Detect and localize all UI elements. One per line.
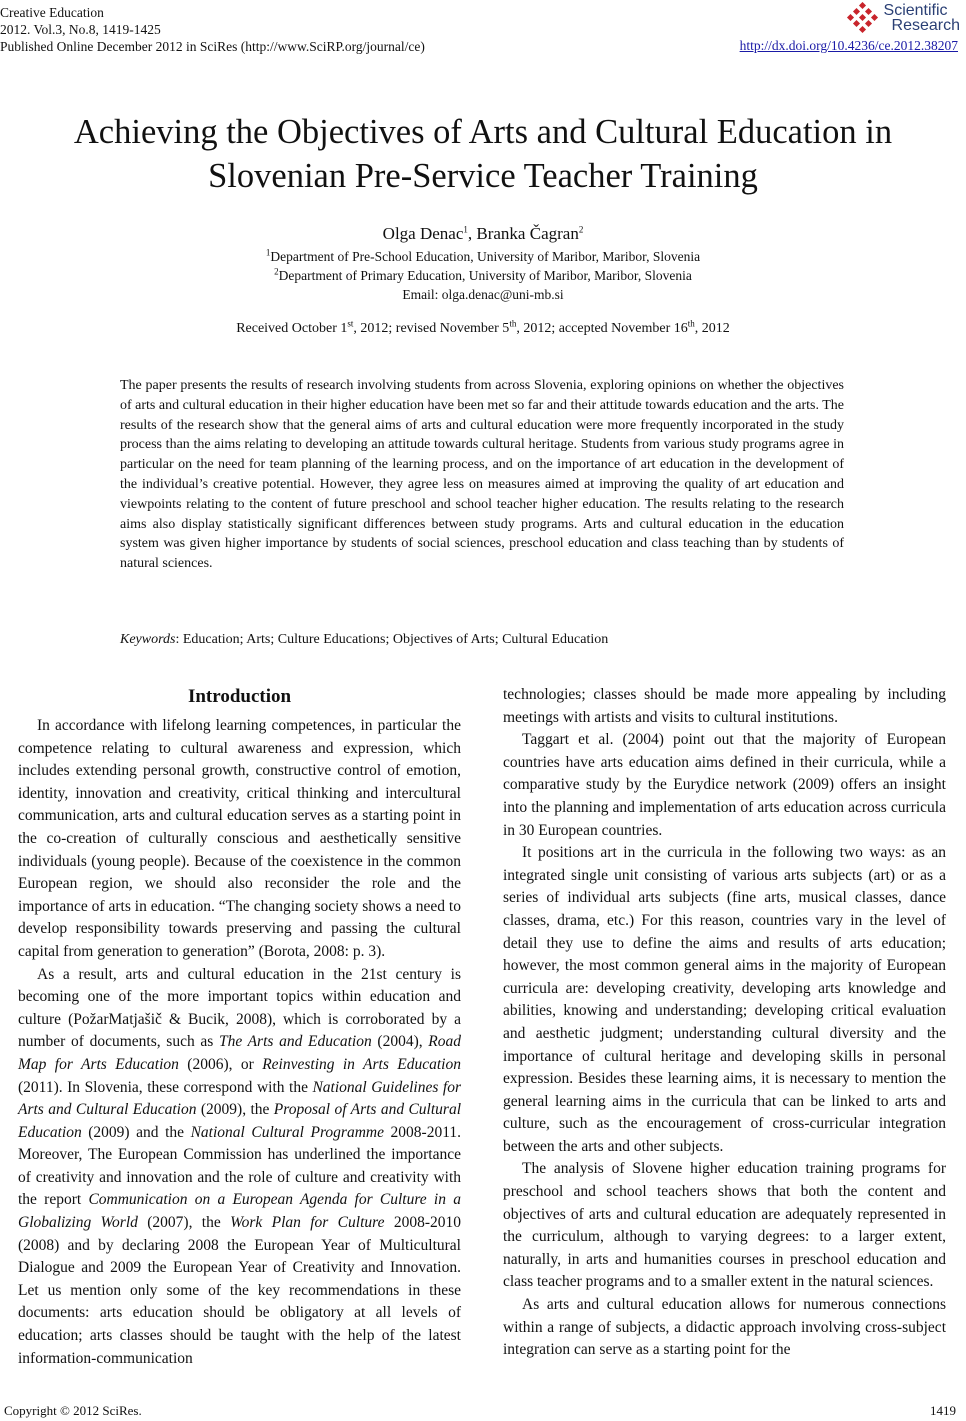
paragraph: As a result, arts and cultural education in the 21st century is becoming one of the more important topics within education and culture (PožarMatjašič & Bucik, 2008), which is corroborated by a number of documents, such as The Arts and Education (2004), Road Map for Arts Education (2006), or Reinvesting in Arts Education (2011). In Slovenia, these correspond with the National Guidelines for Arts and Cultural Education (2009), the Proposal of Arts and Cultural Education (2009) and the National Cultural Programme 2008-2011. Moreover, The European Commission has underlined the importance of creativity and innovation and the role of culture and creativity with the report Communication on a European Agenda for Culture in a Globalizing World (2007), the Work Plan for Culture 2008-2010 (2008) and by declaring 2008 the European Year of Multicultural Dialogue and 2009 the European Year of Creativity and Innovation. Let us mention only some of the key recommendations in these documents: arts education should be obligatory at all levels of education; arts classes should be taught with the help of the latest information-communication: [18, 965, 462, 1367]
paragraph: technologies; classes should be made more appealing by including meetings with artists and visits to cultural institutions.: [503, 686, 946, 726]
journal-name: Creative Education: [0, 5, 104, 20]
keywords: [120, 632, 608, 648]
journal-volume: 2012. Vol.3, No.8, 1419-1425: [0, 22, 161, 37]
affiliation-1: $^1$Department of Pre-School Education, University of Maribor, Maribor, Slovenia: [265, 247, 701, 264]
paper-title: Achieving the Objectives of Arts and Cultural Education in Slovenian Pre-Service Teacher Training: [73, 113, 893, 195]
received-dates: Received October 1st, 2012; revised November 5th, 2012; accepted November 16th, 2012: [236, 318, 730, 336]
scientific-research-logo: [844, 0, 960, 36]
authors: Olga Denac$^1$, Branka Čagran$^2$: [382, 224, 584, 243]
affiliation-2: $^2$Department of Primary Education, University of Maribor, Maribor, Slovenia: [274, 266, 692, 283]
paragraph: As arts and cultural education allows for numerous connections within a range of subjects, a didactic approach involving cross-subject integration can serve as a starting point for the: [503, 1296, 946, 1359]
section-heading-introduction: Introduction: [187, 686, 292, 707]
email: Email: olga.denac@uni-mb.si: [402, 287, 564, 302]
journal-header: [0, 4, 425, 55]
copyright: Copyright © 2012 SciRes.: [4, 1403, 142, 1418]
paragraph: Taggart et al. (2004) point out that the majority of European countries have arts education aims defined in their curricula, while a comparative study by the Eurydice network (2009) offers an insight into the planning and implementation of arts education across curricula in 30 European countries.: [503, 731, 946, 839]
published-online: Published Online December 2012 in SciRes (http://www.SciRP.org/journal/ce): [0, 39, 425, 54]
author-1: Olga Denac: [382, 224, 464, 243]
keywords-list: : Education; Arts; Culture Educations; Objectives of Arts; Cultural Education: [175, 632, 609, 647]
right-column: [503, 684, 946, 1362]
abstract: The paper presents the results of research involving students from across Slovenia, exploring opinions on whether the objectives of arts and cultural education in their higher education have been met so far and their attitude towards education and the arts. The results of the research show that the general aims of arts and cultural education were more frequently incorporated in the study process than the aims relating to developing an attitude towards cultural heritage. Students from various study programs agree in particular on the need for team planning of the learning process, and on the importance of art education in the development of the individual’s creative potential. However, they agree less on measures aimed at improving the quality of art education and viewpoints relating to the content of future preschool and school teacher higher education. The results relating to the research aims also display statistically significant differences between study programs. Arts and cultural education in the education system was given higher importance by students of social sciences, preschool education and class teaching than by students of natural sciences.: [120, 378, 844, 572]
doi-link[interactable]: http://dx.doi.org/10.4236/ce.2012.38207: [739, 38, 958, 53]
paragraph: The analysis of Slovene higher education training programs for preschool and school teachers shows that both the content and objectives of arts and cultural education are adequately represented in the curriculum, although to varying degrees: to a larger extent, naturally, in arts and humanities courses in preschool education and class teacher programs and to a smaller extent in the natural sciences.: [503, 1160, 946, 1291]
logo-diamond-icon: [844, 2, 880, 34]
page-number: 1419: [930, 1403, 956, 1418]
keywords-label: Keywords: [120, 632, 176, 647]
paragraph: It positions art in the curricula in the following two ways: as an integrated single unit consisting of various arts subjects (art) or as a series of individual arts subjects (fine arts, musical classes, dance classes, drama, etc.) For this reason, countries vary in the level of detail they use to define the aims and results of arts education; however, the most common general aims in the majority of European curricula are: developing creativity, developing arts knowledge and abilities, knowing and understanding; developing critical evaluation and aesthetic judgment; understanding cultural diversity and the importance of cultural heritage and developing skills in personal expression. Besides these learning aims, it is necessary to mention the general learning aims in the curricula that can be linked to arts and culture, such as the encouragement of cross-curricular integration between the arts and other subjects.: [503, 844, 946, 1155]
author-2: Branka Čagran: [476, 224, 579, 243]
paragraph: In accordance with lifelong learning competences, in particular the competence relating to cultural awareness and expression, which includes extending personal growth, constructive control of emotion, identity, innovation and creativity, critical thinking and intercultural communication, arts and cultural education serves as a starting point in the co-creation of culturally conscious and aesthetically sensitive individuals (young people). Because of the coexistence in the common European region, we should also reconsider the role and the importance of arts in education. “The changing society shows a need to develop responsibility towards preserving and passing the cultural capital from generation to generation” (Borota, 2008: p. 3).: [18, 717, 461, 960]
left-column: [18, 684, 461, 1370]
logo-text: Scientific Research: [883, 2, 960, 34]
